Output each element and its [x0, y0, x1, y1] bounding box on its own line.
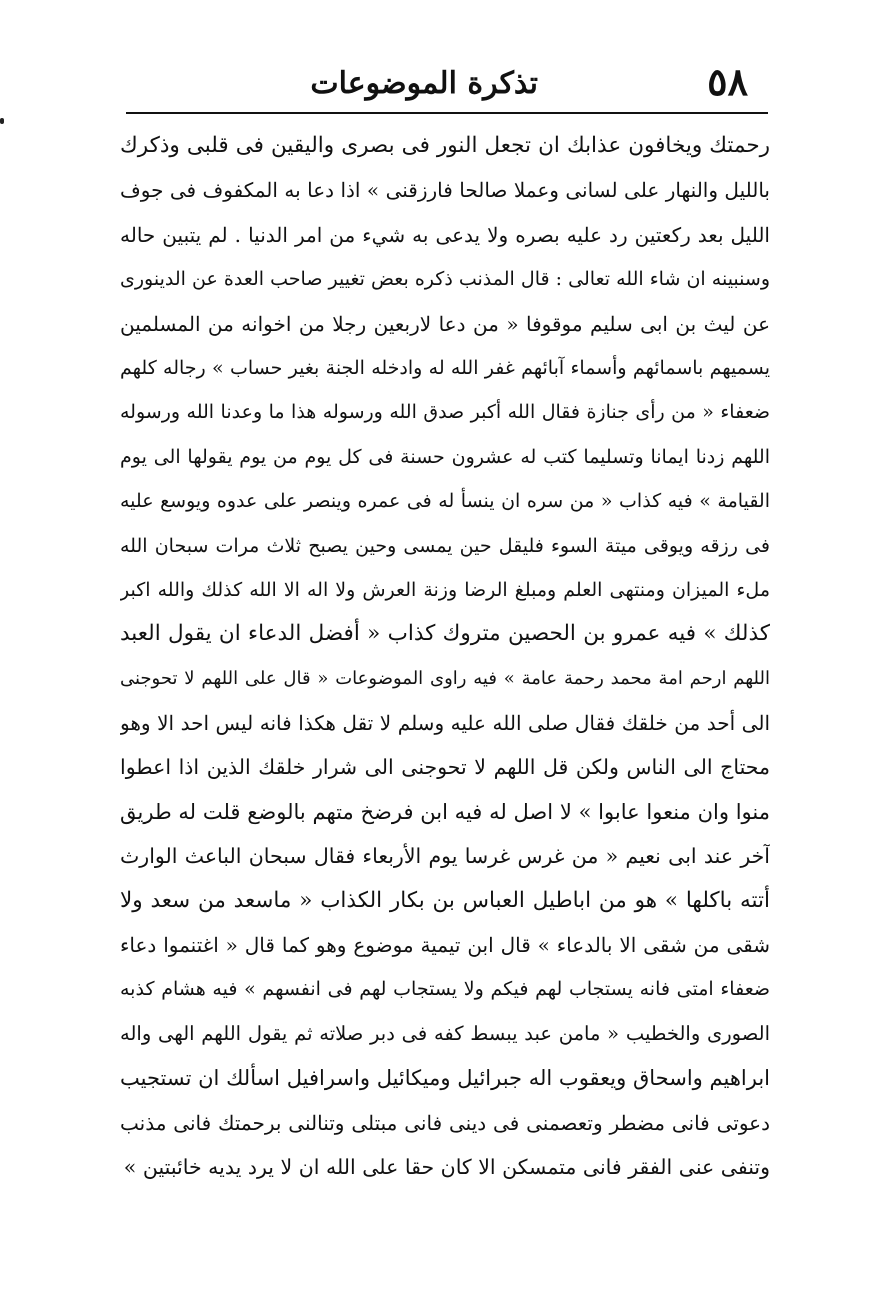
text-line-23: دعوتى فانى مضطر وتعصمنى فى دينى فانى مبتلى وتنالنى برحمتك فانى مذنب: [120, 1110, 770, 1135]
text-line-3: الليل بعد ركعتين رد عليه بصره ولا يدعى به شيء من امر الدنيا . لم يتبين حاله: [120, 222, 770, 247]
header-rule: [126, 112, 768, 114]
text-line-7: ضعفاء « من رأى جنازة فقال الله أكبر صدق الله ورسوله هذا ما وعدنا الله ورسوله: [120, 401, 770, 424]
page-header: [128, 58, 768, 108]
text-line-1: رحمتك ويخافون عذابك ان تجعل النور فى بصرى واليقين فى قلبى وذكرك: [120, 133, 770, 158]
text-line-24: وتنفى عنى الفقر فانى متمسكن الا كان حقا على الله ان لا يرد يديه خائبتين »: [123, 1154, 770, 1179]
text-line-9: القيامة » فيه كذاب « من سره ان ينسأ له فى عمره وينصر على عدوه ويوسع عليه: [120, 490, 770, 513]
text-line-4: وسنبينه ان شاء الله تعالى : قال المذنب ذكره بعض تغيير صاحب العدة عن الدينورى: [120, 268, 770, 291]
text-line-8: اللهم زدنا ايمانا وتسليما كتب له عشرون حسنة فى كل يوم من يوم يقولها الى يوم: [120, 445, 770, 468]
text-line-6: يسميهم باسمائهم وأسماء آبائهم غفر الله له وادخله الجنة بغير حساب » رجاله كلهم: [120, 356, 770, 379]
margin-mark: [0, 118, 4, 124]
text-line-11: ملء الميزان ومنتهى العلم ومبلغ الرضا وزنة العرش ولا اله الا الله كذلك والله اكبر: [120, 578, 770, 601]
text-line-10: فى رزقه ويوقى ميتة السوء فليقل حين يمسى وحين يصبح ثلاث مرات سبحان الله: [120, 534, 770, 557]
text-line-12: كذلك » فيه عمرو بن الحصين متروك كذاب « أفضل الدعاء ان يقول العبد: [120, 621, 770, 647]
text-line-16: منوا وان منعوا عابوا » لا اصل له فيه ابن فرضخ متهم بالوضع قلت له طريق: [120, 799, 770, 824]
text-line-17: آخر عند ابى نعيم « من غرس غرسا يوم الأربعاء فقال سبحان الباعث الوارث: [120, 844, 770, 869]
text-line-21: الصورى والخطيب « مامن عبد يبسط كفه فى دبر صلاته ثم يقول اللهم الهى واله: [120, 1021, 770, 1045]
text-line-2: بالليل والنهار على لسانى وعملا صالحا فارزقنى » اذا دعا به المكفوف فى جوف: [120, 178, 770, 203]
text-line-5: عن ليث بن ابى سليم موقوفا « من دعا لاربعين رجلا من اخوانه من المسلمين: [120, 311, 770, 336]
running-title: تذكرة الموضوعات: [310, 66, 538, 101]
text-line-19: شقى من شقى الا بالدعاء » قال ابن تيمية موضوع وهو كما قال « اغتنموا دعاء: [120, 933, 770, 958]
text-line-15: محتاج الى الناس ولكن قل اللهم لا تحوجنى الى شرار خلقك الذين اذا اعطوا: [120, 755, 770, 780]
text-line-14: الى أحد من خلقك فقال صلى الله عليه وسلم لا تقل هكذا فانه ليس احد الا وهو: [120, 711, 770, 736]
text-line-18: أتته باكلها » هو من اباطيل العباس بن بكار الكذاب « ماسعد من سعد ولا: [120, 887, 770, 913]
text-line-22: ابراهيم واسحاق ويعقوب اله جبرائيل وميكائيل واسرافيل اسألك ان تستجيب: [120, 1066, 770, 1091]
page-number: ٥٨: [707, 59, 748, 104]
body-text: [120, 124, 770, 1189]
text-line-13: اللهم ارحم امة محمد رحمة عامة » فيه راوى الموضوعات « قال على اللهم لا تحوجنى: [120, 667, 770, 689]
text-line-20: ضعفاء امتى فانه يستجاب لهم فيكم ولا يستجاب لهم فى انفسهم » فيه هشام كذبه: [120, 978, 770, 1001]
